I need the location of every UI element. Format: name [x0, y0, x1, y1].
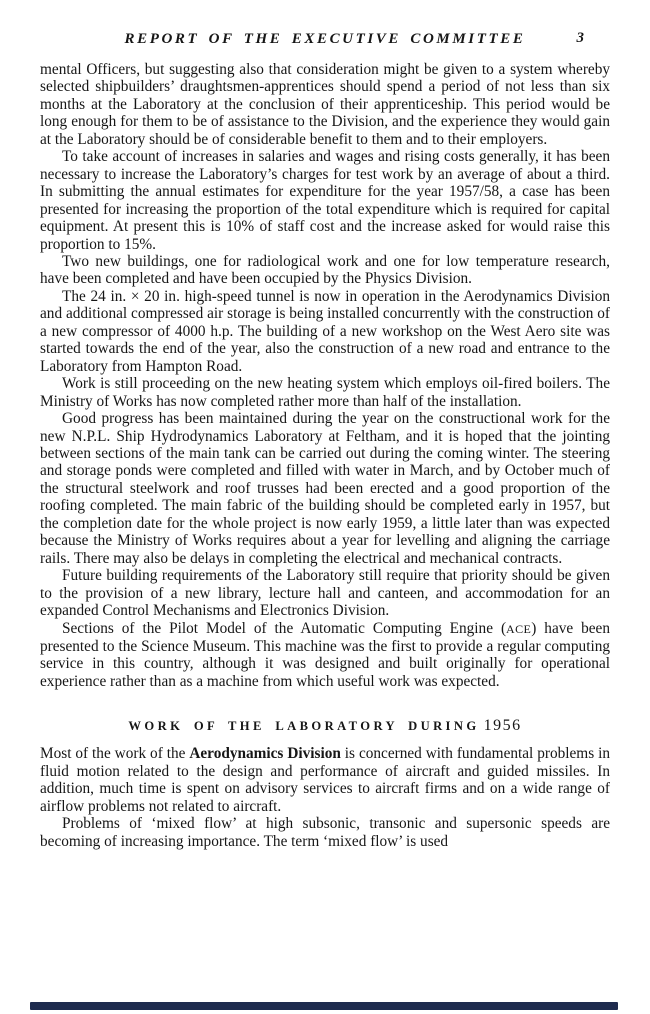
- paragraph-text: Work is still proceeding on the new heating system which employs oil-fired boilers. The Ministry of Works has now completed rather more than half of the installation.: [40, 375, 610, 410]
- paragraph-future-buildings: [40, 567, 610, 619]
- paragraph-apprentices: [40, 61, 610, 148]
- running-head: [40, 30, 610, 48]
- text-column: [40, 61, 610, 850]
- paragraph-text: Sections of the Pilot Model of the Automatic Computing Engine (: [62, 619, 507, 637]
- paragraph-new-buildings: [40, 253, 610, 288]
- paragraph-text: Most of the work of the: [40, 745, 190, 763]
- paragraph-text: Good progress has been maintained during the year on the constructional work for the new N.P.L. Ship Hydrodynamics Laboratory at Feltham, and it is hoped that the jointing between sections of the main tank can be carried out during the coming winter. The steering and storage ponds were completed and filled with water in March, and by October much of the structural steelwork and roof trusses had been erected and a good proportion of the roofing completed. The main fabric of the building should be completed early in 1957, but the completion date for the whole project is now early 1959, a little later than was expected because the Ministry of Works requires about a year for levelling and aligning the carriage rails. There may also be delays in completing the electrical and mechanical contracts.: [40, 410, 610, 567]
- running-head-title: REPORT OF THE EXECUTIVE COMMITTEE: [124, 31, 526, 47]
- paragraph-aerodynamics-division: [40, 745, 610, 815]
- ace-acronym: ACE: [506, 621, 532, 636]
- section-heading-year: 1956: [483, 717, 522, 735]
- paragraph-text: mental Officers, but suggesting also that consideration might be given to a system whereby selected shipbuilders’ draughtsmen-apprentices should spend a period of not less than six months at the Laboratory at the conclusion of their apprenticeship. This period would be long enough for them to be of assistance to the Division, and the experience they would gain at the Laboratory should be of considerable benefit to them and to their employers.: [40, 61, 610, 148]
- paragraph-text: is concerned with fundamental problems in fluid motion related to the design and performance of aircraft and guided missiles. In addition, much time is spent on advisory services to aircraft firms and on a wide range of airflow problems not related to aircraft.: [40, 745, 610, 815]
- paragraph-charges: [40, 148, 610, 253]
- paragraph-text: Future building requirements of the Laboratory still require that priority should be given to the provision of a new library, lecture hall and canteen, and accommodation for an expanded Control Mechanisms and Electronics Division.: [40, 567, 610, 620]
- paragraph-ace-museum: [40, 620, 610, 691]
- scan-edge-bar: [30, 1002, 618, 1010]
- page-number: 3: [576, 30, 584, 46]
- paragraph-mixed-flow: [40, 815, 610, 850]
- paragraph-ship-hydrodynamics: [40, 410, 610, 567]
- section-heading-caps: WORK OF THE LABORATORY DURING: [128, 719, 480, 734]
- paragraph-text: To take account of increases in salaries and wages and rising costs generally, it has been necessary to increase the Laboratory’s charges for test work by an average of about a third. In submitting the annual estimates for expenditure for the year 1957/58, a case has been presented for increasing the proportion of the total expenditure which is required for capital equipment. At present this is 10% of staff cost and the increase asked for would raise this proportion to 15%.: [40, 148, 610, 253]
- division-name-bold: Aerodynamics Division: [189, 745, 341, 763]
- paragraph-high-speed-tunnel: [40, 288, 610, 375]
- section-heading: [40, 717, 610, 735]
- paragraph-text: The 24 in. × 20 in. high-speed tunnel is now in operation in the Aerodynamics Division and additional compressed air storage is being installed concurrently with the construction of a new compressor of 4000 h.p. The building of a new workshop on the West Aero site was started towards the end of the year, also the construction of a new road and entrance to the Laboratory from Hampton Road.: [40, 287, 610, 375]
- paragraph-text: Problems of ‘mixed flow’ at high subsonic, transonic and supersonic speeds are becoming of increasing importance. The term ‘mixed flow’ is used: [40, 815, 610, 850]
- paragraph-heating-system: [40, 375, 610, 410]
- paragraph-text: ) have been presented to the Science Museum. This machine was the first to provide a regular computing service in this country, although it was designed and built originally for operational experience rather than as a machine from which useful work was expected.: [40, 619, 610, 690]
- paragraph-text: Two new buildings, one for radiological work and one for low temperature research, have been completed and have been occupied by the Physics Division.: [40, 252, 610, 288]
